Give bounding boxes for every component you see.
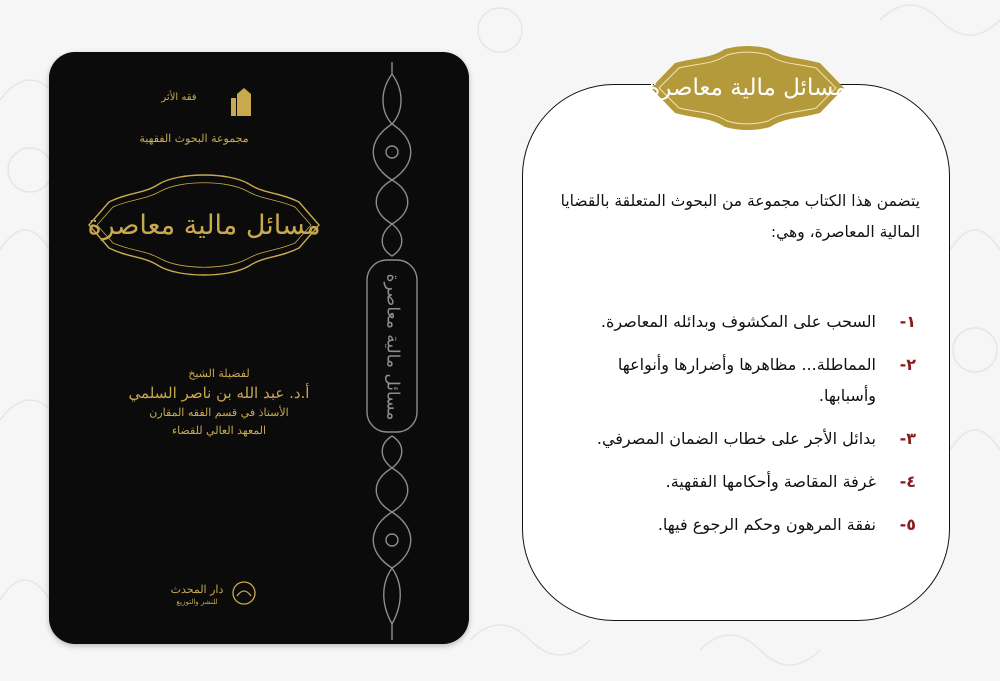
list-item-text: بدائل الأجر على خطاب الضمان المصرفي.	[596, 429, 876, 448]
list-item	[560, 423, 916, 454]
list-item	[560, 306, 916, 337]
publisher-subtitle: للنشر والتوزيع	[176, 598, 218, 606]
list-item-number: ١-	[899, 312, 916, 331]
publisher-title: دار المحدث	[170, 583, 224, 596]
list-item	[560, 349, 916, 411]
author-name: أ.د. عبد الله بن ناصر السلمي	[128, 384, 310, 402]
list-item-number: ٤-	[899, 472, 916, 491]
author-role-2: المعهد العالي للقضاء	[171, 424, 267, 437]
topics-list	[560, 306, 916, 540]
list-item-number: ٢-	[899, 355, 916, 374]
series-brand: فقه الأثر	[161, 92, 197, 103]
list-item	[560, 509, 916, 540]
cover-title: مسائل مالية معاصرة	[87, 209, 321, 241]
list-item-text: نفقة المرهون وحكم الرجوع فيها.	[657, 515, 876, 534]
list-item-text: المماطلة... مظاهرها وأضرارها وأنواعها وأسبابها.	[617, 355, 876, 405]
badge-title: مسائل مالية معاصرة	[648, 75, 847, 101]
spine-title	[367, 267, 417, 427]
emblem-icon	[229, 580, 259, 606]
book-icon	[207, 88, 257, 128]
author-label: لفضيلة الشيخ	[188, 367, 250, 380]
list-item-text: السحب على المكشوف وبدائله المعاصرة.	[600, 312, 876, 331]
title-badge	[645, 45, 850, 131]
series-name: مجموعة البحوث الفقهية	[139, 132, 249, 145]
list-item	[560, 466, 916, 497]
author-block	[119, 366, 319, 440]
spine-title-text: مسائل مالية معاصرة	[382, 273, 403, 421]
intro-text: يتضمن هذا الكتاب مجموعة من البحوث المتعلقة بالقضايا المالية المعاصرة، وهي:	[560, 192, 920, 241]
book-cover	[49, 52, 469, 644]
list-item-number: ٥-	[899, 515, 916, 534]
list-item-text: غرفة المقاصة وأحكامها الفقهية.	[665, 472, 876, 491]
publisher-name	[167, 584, 227, 608]
list-item-number: ٣-	[899, 429, 916, 448]
author-role-1: الأستاذ في قسم الفقه المقارن	[149, 406, 289, 419]
